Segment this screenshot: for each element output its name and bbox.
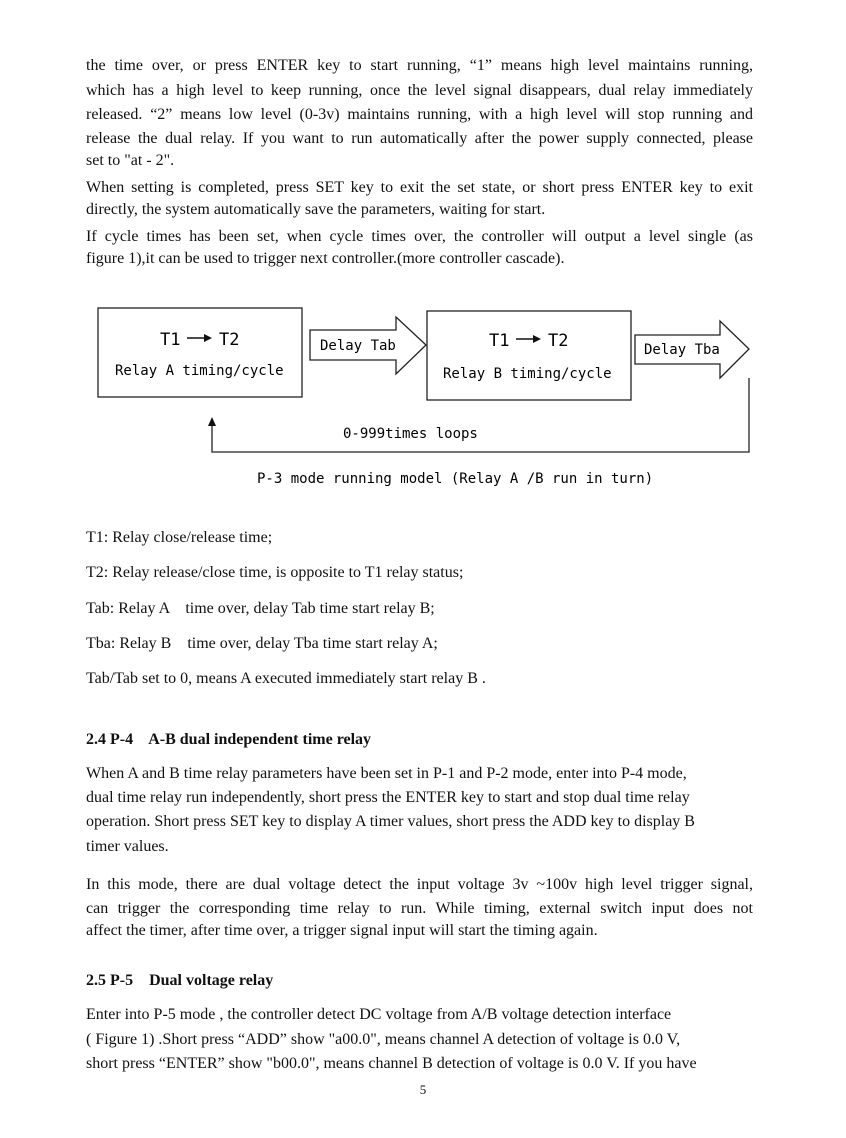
up-arrow-icon bbox=[208, 417, 216, 426]
box-a-subtitle: Relay A timing/cycle bbox=[115, 363, 284, 379]
loop-line bbox=[212, 378, 749, 452]
diagram-caption: P-3 mode running model (Relay A /B run in turn) bbox=[257, 471, 654, 487]
definition-item: Tab: Relay A time over, delay Tab time start relay B; bbox=[86, 600, 435, 617]
relay-a-box bbox=[98, 308, 302, 397]
box-a-t1: T1 bbox=[160, 330, 181, 350]
text-line: ( Figure 1) .Short press “ADD” show "a00.0", means channel A detection of voltage is 0.0 V, bbox=[86, 1031, 681, 1048]
p3-mode-diagram bbox=[0, 0, 846, 500]
text-line: released. “2” means low level (0-3v) maintains running, with a high level will stop running and bbox=[86, 106, 753, 123]
delay-tba-label: Delay Tba bbox=[644, 342, 720, 358]
text-line: affect the timer, after time over, a trigger signal input will start the timing again. bbox=[86, 922, 598, 939]
text-line: which has a high level to keep running, once the level signal disappears, dual relay immediately bbox=[86, 82, 753, 99]
text-line: the time over, or press ENTER key to start running, “1” means high level maintains running, bbox=[86, 57, 753, 74]
right-arrow-icon bbox=[516, 335, 541, 343]
text-line: can trigger the corresponding time relay to run. While timing, external switch input does not bbox=[86, 900, 753, 917]
text-line: When setting is completed, press SET key to exit the set state, or short press ENTER key to exit bbox=[86, 179, 753, 196]
definition-item: T1: Relay close/release time; bbox=[86, 529, 273, 546]
definition-item: T2: Relay release/close time, is opposite to T1 relay status; bbox=[86, 564, 464, 581]
definition-item: Tab/Tab set to 0, means A executed immediately start relay B . bbox=[86, 670, 486, 687]
section-heading: 2.5 P-5 Dual voltage relay bbox=[86, 972, 274, 989]
text-line: operation. Short press SET key to display A timer values, short press the ADD key to display B bbox=[86, 813, 695, 830]
page-number: 5 bbox=[419, 1082, 427, 1097]
relay-b-box bbox=[427, 311, 631, 400]
text-line: In this mode, there are dual voltage detect the input voltage 3v ~100v high level trigger signal, bbox=[86, 876, 753, 893]
text-line: timer values. bbox=[86, 838, 169, 855]
loop-label: 0-999times loops bbox=[343, 426, 478, 442]
text-line: When A and B time relay parameters have been set in P-1 and P-2 mode, enter into P-4 mode, bbox=[86, 765, 687, 782]
text-line: directly, the system automatically save the parameters, waiting for start. bbox=[86, 201, 546, 218]
text-line: Enter into P-5 mode , the controller detect DC voltage from A/B voltage detection interface bbox=[86, 1006, 672, 1023]
text-line: set to "at - 2". bbox=[86, 152, 175, 169]
box-b-t1: T1 bbox=[489, 331, 510, 351]
delay-tab-label: Delay Tab bbox=[320, 338, 396, 354]
box-a-t2: T2 bbox=[219, 330, 240, 350]
text-line: figure 1),it can be used to trigger next controller.(more controller cascade). bbox=[86, 250, 565, 267]
section-heading: 2.4 P-4 A-B dual independent time relay bbox=[86, 731, 372, 748]
definition-item: Tba: Relay B time over, delay Tba time start relay A; bbox=[86, 635, 438, 652]
box-b-t2: T2 bbox=[548, 331, 569, 351]
right-arrow-icon bbox=[187, 334, 212, 342]
text-line: short press “ENTER” show "b00.0", means channel B detection of voltage is 0.0 V. If you have bbox=[86, 1055, 697, 1072]
text-line: If cycle times has been set, when cycle times over, the controller will output a level single (as bbox=[86, 228, 753, 245]
text-line: release the dual relay. If you want to run automatically after the power supply connected, please bbox=[86, 130, 753, 147]
box-b-subtitle: Relay B timing/cycle bbox=[443, 366, 612, 382]
text-line: dual time relay run independently, short press the ENTER key to start and stop dual time relay bbox=[86, 789, 690, 806]
